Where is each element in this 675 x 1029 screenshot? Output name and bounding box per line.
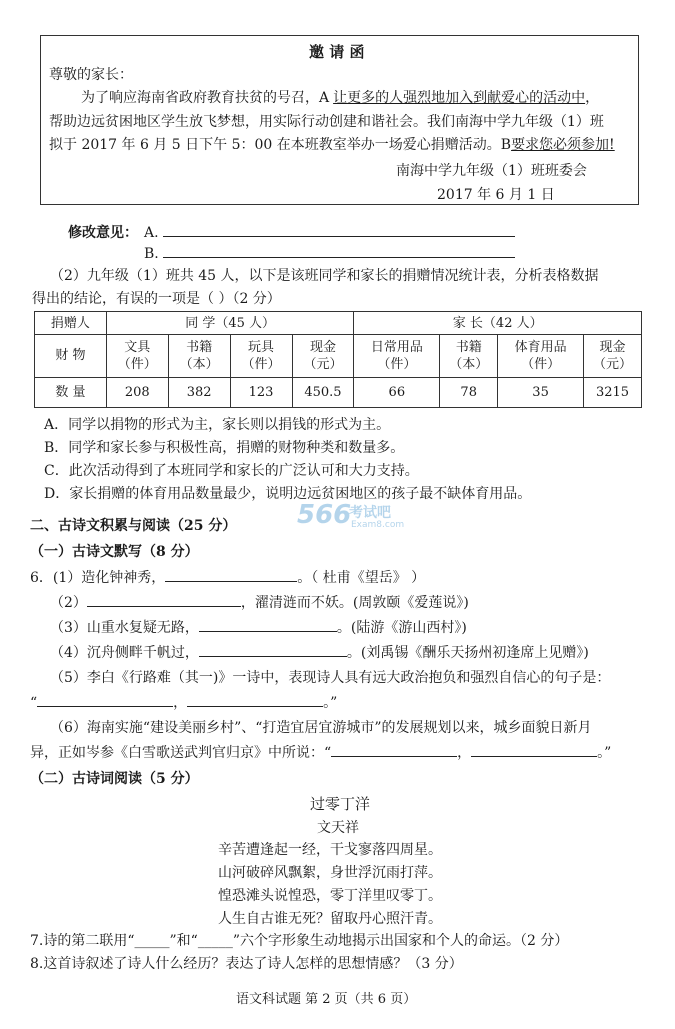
option-c: C．此次活动得到了本班同学和家长的广泛认可和大力支持。 [44,463,419,479]
question-7: 7.诗的第二联用“_____”和“_____”六个字形象生动地揭示出国家和个人的命运。（2 分） [30,933,569,949]
watermark-url: Exam8.com [351,520,405,530]
invitation-line-3-a: 拟于 2017 年 6 月 5 日下午 5：00 在本班教室举办一场爱心捐赠活动。B [49,137,512,153]
table-cell: 123 [230,377,292,407]
option-a: A．同学以捐物的形式为主，家长则以捐钱的形式为主。 [44,417,391,433]
poem-line: 惶恐滩头说惶恐，零丁洋里叹零丁。 [218,888,442,904]
q6-3-prompt: （3）山重水复疑无路， [50,620,199,636]
part-2-title: （二）古诗词阅读（5 分） [30,771,199,787]
revision-a-label: A. [144,225,159,241]
q6-4 [50,642,589,662]
watermark-name: 考试吧 [349,505,391,521]
q6-6-line-1: （6）海南实施“建设美丽乡村”、“打造宜居宜游城市”的发展规划以来，城乡面貌日新月 [50,720,592,736]
question-8: 8.这首诗叙述了诗人什么经历？表达了诗人怎样的思想情感？（3 分） [30,956,463,972]
option-b: B．同学和家长参与积极性高，捐赠的财物种类和数量多。 [44,440,405,456]
invitation-title: 邀 请 函 [309,43,365,61]
table-header-row [35,335,642,377]
table-header-cell: 书籍 （本） [168,335,230,377]
table-header-cell: 日常用品 （件） [354,335,440,377]
table-group-students: 同 学（45 人） [106,312,354,335]
q6-3-source: 。(陆游《游山西村》) [336,620,467,636]
q6-6-close-quote: 。” [597,745,612,761]
table-cell: 208 [106,377,168,407]
q6-3-answer-field[interactable] [199,617,337,632]
q6-2-answer-field[interactable] [87,592,241,607]
table-cell: 450.5 [292,377,354,407]
table-row-label-items: 财 物 [35,335,107,377]
q6-4-answer-field[interactable] [199,642,347,657]
revision-label: 修改意见： [68,225,138,241]
watermark-number: 566 [297,500,352,530]
poem-line: 人生自古谁无死？留取丹心照汗青。 [218,911,442,927]
poem-line: 辛苦遭逢起一经，干戈寥落四周星。 [218,842,442,858]
q6-1-source: 。（ 杜甫《望岳》 ） [297,570,426,586]
invitation-salutation: 尊敬的家长： [49,67,133,83]
invitation-signer: 南海中学九年级（1）班班委会 [396,163,587,179]
invitation-date: 2017 年 6 月 1 日 [437,187,555,203]
table-group-row [35,312,642,335]
table-header-cell: 体育用品 （件） [498,335,584,377]
table-header-donor: 捐赠人 [35,312,107,335]
q6-5-answer-field-1[interactable] [37,692,173,707]
q6-3 [50,617,467,637]
table-header-cell: 现金 （元） [583,335,641,377]
invitation-line-1 [81,87,599,107]
invitation-line-2: 帮助边远贫困地区学生放飞梦想，用实际行动创建和谐社会。我们南海中学九年级（1）班 [49,114,604,130]
donation-table [34,311,642,408]
q6-4-source: 。(刘禹锡《酬乐天扬州初逢席上见赠》) [346,645,589,661]
table-header-cell: 玩具 （件） [230,335,292,377]
revision-b-label: B. [144,246,159,262]
q6-5-close-quote: 。” [323,695,338,711]
invitation-line-3 [49,134,615,154]
table-cell: 66 [354,377,440,407]
q6-5-comma: ， [173,695,188,711]
section-2-title: 二、古诗文积累与阅读（25 分） [30,518,237,534]
q6-6-line-2 [30,742,611,762]
invitation-error-b: 要求您必须参加! [511,137,615,153]
q2-line-2: 得出的结论，有误的一项是（ ）（2 分） [32,291,281,307]
watermark-logo [297,500,407,534]
invitation-line-1-a: 为了响应海南省政府教育扶贫的号召，A [81,90,330,106]
poem-author: 文天祥 [317,820,359,836]
table-cell: 382 [168,377,230,407]
q6-5-open-quote: “ [30,695,38,711]
table-cell: 35 [498,377,584,407]
q6-5-answers [30,692,337,712]
revision-b-field[interactable] [163,243,515,258]
revision-b [144,243,515,262]
q6-5: （5）李白《行路难（其一)》一诗中，表现诗人具有远大政治抱负和强烈自信心的句子是： [50,670,611,686]
table-group-parents: 家 长（42 人） [354,312,642,335]
invitation-error-a: 让更多的人强烈地加入到献爱心的活动中 [333,90,586,106]
q6-6-answer-field-1[interactable] [331,742,457,757]
page-footer: 语文科试题 第 2 页（共 6 页） [236,992,417,1007]
q6-1-answer-field[interactable] [165,567,297,582]
q6-5-answer-field-2[interactable] [187,692,323,707]
revision-a [144,222,515,241]
q6-2-source: ，濯清涟而不妖。(周敦颐《爱莲说》) [240,595,469,611]
option-d: D．家长捐赠的体育用品数量最少，说明边远贫困地区的孩子最不缺体育用品。 [44,486,532,502]
q6-1-prompt: 6．(1）造化钟神秀， [30,570,166,586]
q6-2-prompt: （2） [50,595,87,611]
table-header-cell: 书籍 （本） [440,335,498,377]
invitation-box [40,35,639,205]
q6-2 [50,592,469,612]
table-cell: 78 [440,377,498,407]
revision-a-field[interactable] [163,222,515,237]
table-header-cell: 文具 （件） [106,335,168,377]
poem-title: 过零丁洋 [310,795,371,813]
q6-1 [30,567,425,587]
q6-6-comma: ， [457,745,472,761]
table-cell: 3215 [583,377,641,407]
poem-line: 山河破碎风飘絮，身世浮沉雨打萍。 [218,865,442,881]
table-row [35,377,642,407]
table-row-label-qty: 数 量 [35,377,107,407]
part-1-title: （一）古诗文默写（8 分） [30,544,199,560]
table-header-cell: 现金 （元） [292,335,354,377]
q6-6-answer-field-2[interactable] [471,742,597,757]
invitation-line-1-c: ， [585,90,600,106]
q6-4-prompt: （4）沉舟侧畔千帆过， [50,645,199,661]
q2-line-1: （2）九年级（1）班共 45 人，以下是该班同学和家长的捐赠情况统计表，分析表格数据 [50,268,599,284]
q6-6-prompt: 异，正如岑参《白雪歌送武判官归京》中所说：“ [30,745,332,761]
